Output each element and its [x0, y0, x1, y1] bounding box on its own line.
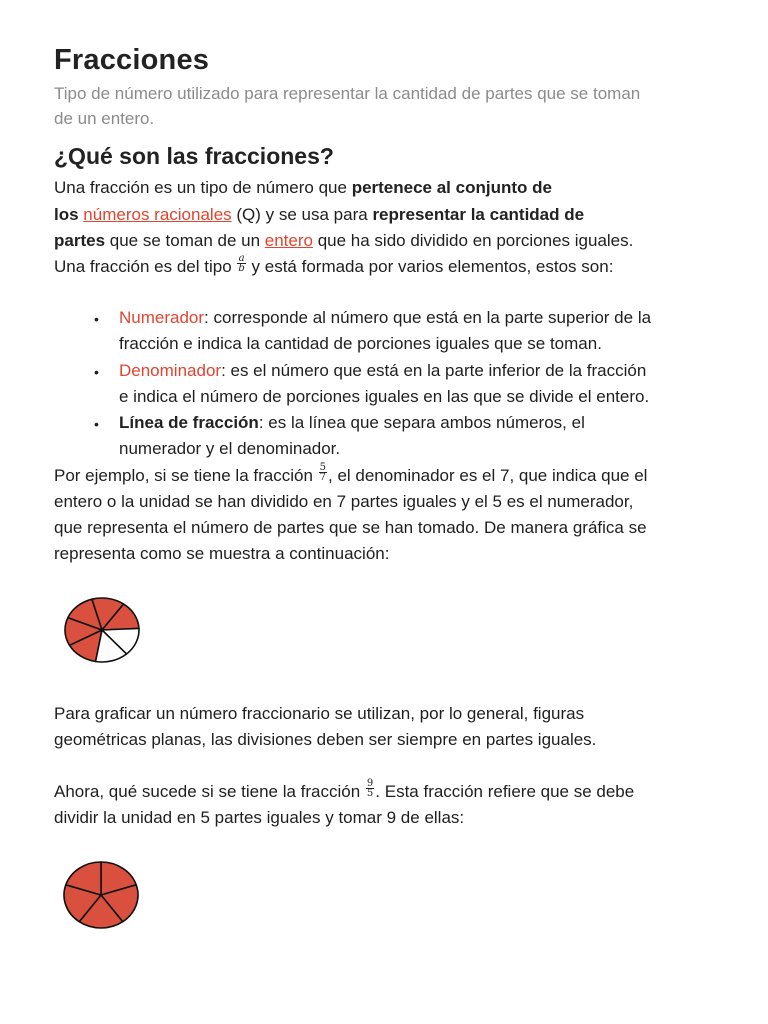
p1-line-2 [54, 205, 584, 225]
subtitle-line-1: Tipo de número utilizado para representar la cantidad de partes que se toman [54, 84, 641, 103]
text: Una fracción es del tipo [54, 257, 237, 276]
bold-text: pertenece al conjunto de [351, 178, 552, 197]
p1-line-4 [54, 253, 614, 277]
text: (Q) y se usa para [231, 205, 373, 224]
list-item-numerador-cont: fracción e indica la cantidad de porciones iguales que se toman. [119, 334, 602, 353]
text: : corresponde al número que está en la parte superior de la [204, 308, 652, 327]
list-item-denominador [119, 361, 646, 381]
p2-line-1 [54, 462, 648, 486]
fraction-numerator: 5 [319, 462, 326, 474]
bullet-icon: • [94, 311, 99, 327]
fraction-denominator: b [238, 263, 245, 275]
bullet-icon: • [94, 364, 99, 380]
p1-line-1 [54, 178, 552, 198]
list-item-linea-cont: numerador y el denominador. [119, 439, 341, 458]
p2-line-2: entero o la unidad se han dividido en 7 partes iguales y el 5 es el numerador, [54, 492, 634, 511]
pie2-slices [64, 862, 138, 928]
bold-text: partes [54, 231, 106, 250]
link-entero[interactable]: entero [264, 231, 313, 250]
text: Una fracción es un tipo de número que [54, 178, 352, 197]
list-item-numerador [119, 308, 651, 328]
text: y está formada por varios elementos, estos son: [246, 257, 614, 276]
p1-line-3 [54, 231, 633, 251]
fraction-denominator: 7 [319, 472, 326, 484]
subtitle-line-2: de un entero. [54, 109, 155, 128]
text: que ha sido dividido en porciones iguales. [312, 231, 634, 250]
bullet-icon: • [94, 416, 99, 432]
bold-text: representar la cantidad de [372, 205, 585, 224]
term-numerador: Numerador [119, 308, 205, 327]
p2-line-4: representa como se muestra a continuación: [54, 544, 390, 563]
bold-text: los [54, 205, 84, 224]
text: que se toman de un [105, 231, 265, 250]
p4-line-2: dividir la unidad en 5 partes iguales y tomar 9 de ellas: [54, 808, 465, 827]
text: : es el número que está en la parte inferior de la fracción [221, 361, 647, 380]
text: Por ejemplo, si se tiene la fracción [54, 466, 318, 485]
term-denominador: Denominador [119, 361, 222, 380]
pie-chart-5-5 [58, 858, 144, 932]
fraction-9-over-5 [366, 779, 374, 798]
p3-line-1: Para graficar un número fraccionario se utilizan, por lo general, figuras [54, 704, 585, 723]
pie-chart-5-7 [60, 594, 144, 666]
fraction-numerator: 9 [366, 778, 374, 790]
fraction-numerator: a [238, 253, 245, 265]
fraction-a-over-b [237, 254, 245, 273]
list-item-denominador-cont: e indica el número de porciones iguales en las que se divide el entero. [119, 387, 650, 406]
fraction-denominator: 5 [366, 788, 374, 800]
text: : es la línea que separa ambos números, el [258, 413, 585, 432]
text: Ahora, qué sucede si se tiene la fracción [54, 782, 365, 801]
page-title: Fracciones [54, 44, 210, 76]
section-heading: ¿Qué son las fracciones? [54, 143, 334, 169]
fraction-5-over-7 [319, 463, 327, 482]
text: . Esta fracción refiere que se debe [375, 782, 635, 801]
p2-line-3: que representa el número de partes que se han tomado. De manera gráfica se [54, 518, 647, 537]
link-numeros-racionales[interactable]: números racionales [83, 205, 232, 224]
p4-line-1 [54, 778, 635, 802]
term-linea-de-fraccion: Línea de fracción [119, 413, 259, 432]
pie1-slices [65, 598, 139, 662]
text: , el denominador es el 7, que indica que el [328, 466, 648, 485]
p3-line-2: geométricas planas, las divisiones deben ser siempre en partes iguales. [54, 730, 597, 749]
list-item-linea [119, 413, 585, 433]
